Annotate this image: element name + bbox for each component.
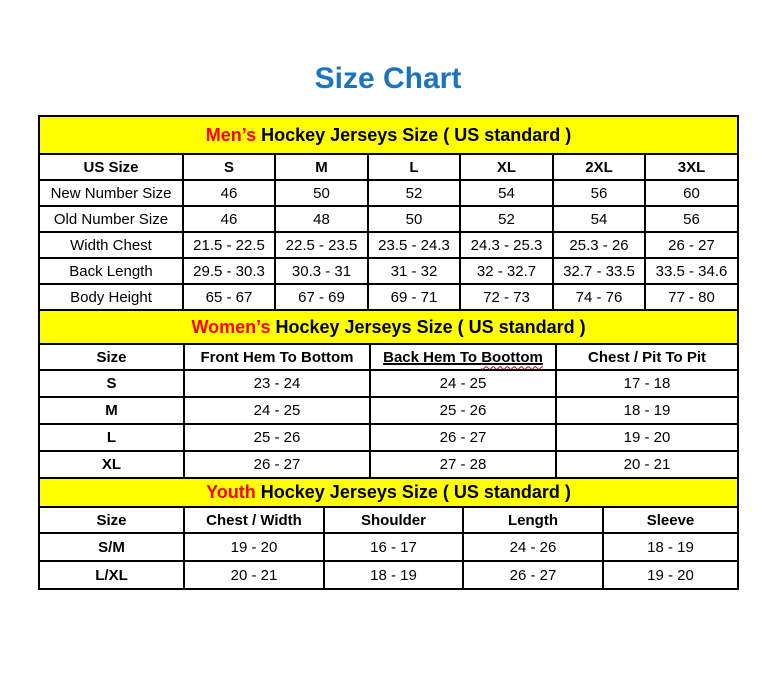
womens-header-row	[39, 344, 738, 370]
value-cell: 25 - 26	[370, 397, 556, 424]
value-cell: 21.5 - 22.5	[183, 232, 275, 258]
value-cell: 31 - 32	[368, 258, 460, 284]
youth-banner-text: Hockey Jerseys Size ( US standard )	[255, 482, 571, 502]
table-row	[39, 232, 738, 258]
row-label-cell: S	[39, 370, 184, 397]
table-row	[39, 284, 738, 310]
value-cell: 17 - 18	[556, 370, 738, 397]
value-cell: 69 - 71	[368, 284, 460, 310]
header-cell: US Size	[39, 154, 183, 180]
table-row	[39, 397, 738, 424]
value-cell: 23 - 24	[184, 370, 370, 397]
value-cell: 20 - 21	[556, 451, 738, 478]
header-cell: M	[275, 154, 368, 180]
header-cell: 2XL	[553, 154, 645, 180]
mens-banner-highlight: Men’s	[205, 124, 257, 145]
value-cell: 20 - 21	[184, 561, 324, 589]
value-cell: 18 - 19	[324, 561, 463, 589]
size-chart-tables	[0, 115, 776, 590]
value-cell: 72 - 73	[460, 284, 553, 310]
value-cell: 46	[183, 180, 275, 206]
youth-header-row	[39, 507, 738, 533]
youth-banner-highlight: Youth	[206, 482, 256, 502]
value-cell: 77 - 80	[645, 284, 738, 310]
page-title: Size Chart	[314, 62, 462, 95]
value-cell: 18 - 19	[556, 397, 738, 424]
value-cell: 19 - 20	[556, 424, 738, 451]
value-cell: 32.7 - 33.5	[553, 258, 645, 284]
mens-size-table	[38, 115, 739, 311]
value-cell: 23.5 - 24.3	[368, 232, 460, 258]
row-label-cell: New Number Size	[39, 180, 183, 206]
value-cell: 33.5 - 34.6	[645, 258, 738, 284]
header-cell: Size	[39, 344, 184, 370]
back-hem-prefix: Back Hem To	[383, 348, 482, 366]
value-cell: 25.3 - 26	[553, 232, 645, 258]
value-cell: 19 - 20	[603, 561, 738, 589]
womens-banner-row	[39, 310, 738, 344]
row-label-cell: Old Number Size	[39, 206, 183, 232]
value-cell: 24 - 26	[463, 533, 603, 561]
value-cell: 65 - 67	[183, 284, 275, 310]
row-label-cell: XL	[39, 451, 184, 478]
header-cell: Chest / Width	[184, 507, 324, 533]
value-cell: 67 - 69	[275, 284, 368, 310]
youth-size-table	[38, 477, 739, 590]
header-cell: Shoulder	[324, 507, 463, 533]
value-cell: 56	[553, 180, 645, 206]
header-cell: Front Hem To Bottom	[184, 344, 370, 370]
row-label-cell: Width Chest	[39, 232, 183, 258]
youth-banner-row	[39, 478, 738, 507]
table-row	[39, 424, 738, 451]
value-cell: 50	[275, 180, 368, 206]
header-cell: Length	[463, 507, 603, 533]
table-row	[39, 258, 738, 284]
header-cell: S	[183, 154, 275, 180]
mens-banner-row	[39, 116, 738, 154]
value-cell: 54	[460, 180, 553, 206]
value-cell: 48	[275, 206, 368, 232]
value-cell: 26 - 27	[463, 561, 603, 589]
header-cell: L	[368, 154, 460, 180]
header-cell-back-hem	[370, 344, 556, 370]
value-cell: 25 - 26	[184, 424, 370, 451]
table-row	[39, 561, 738, 589]
value-cell: 46	[183, 206, 275, 232]
table-row	[39, 370, 738, 397]
header-cell: Chest / Pit To Pit	[556, 344, 738, 370]
row-label-cell: L/XL	[39, 561, 184, 589]
womens-banner	[39, 310, 738, 344]
row-label-cell: Back Length	[39, 258, 183, 284]
mens-banner	[39, 116, 738, 154]
misspelled-word: Boottom	[481, 348, 543, 366]
underlined-text	[383, 349, 543, 366]
table-row	[39, 180, 738, 206]
mens-header-row	[39, 154, 738, 180]
value-cell: 24.3 - 25.3	[460, 232, 553, 258]
value-cell: 27 - 28	[370, 451, 556, 478]
row-label-cell: L	[39, 424, 184, 451]
table-row	[39, 206, 738, 232]
value-cell: 26 - 27	[645, 232, 738, 258]
value-cell: 74 - 76	[553, 284, 645, 310]
value-cell: 26 - 27	[184, 451, 370, 478]
row-label-cell: M	[39, 397, 184, 424]
value-cell: 24 - 25	[370, 370, 556, 397]
value-cell: 18 - 19	[603, 533, 738, 561]
value-cell: 50	[368, 206, 460, 232]
mens-banner-text: Hockey Jerseys Size ( US standard )	[256, 124, 572, 145]
value-cell: 54	[553, 206, 645, 232]
value-cell: 60	[645, 180, 738, 206]
value-cell: 30.3 - 31	[275, 258, 368, 284]
womens-banner-highlight: Women’s	[191, 316, 271, 337]
table-row	[39, 533, 738, 561]
header-cell: 3XL	[645, 154, 738, 180]
row-label-cell: Body Height	[39, 284, 183, 310]
header-cell: Size	[39, 507, 184, 533]
womens-banner-text: Hockey Jerseys Size ( US standard )	[270, 316, 586, 337]
value-cell: 19 - 20	[184, 533, 324, 561]
value-cell: 56	[645, 206, 738, 232]
womens-size-table	[38, 309, 739, 479]
header-cell: Sleeve	[603, 507, 738, 533]
value-cell: 32 - 32.7	[460, 258, 553, 284]
value-cell: 29.5 - 30.3	[183, 258, 275, 284]
value-cell: 24 - 25	[184, 397, 370, 424]
value-cell: 16 - 17	[324, 533, 463, 561]
header-cell: XL	[460, 154, 553, 180]
table-row	[39, 451, 738, 478]
value-cell: 52	[368, 180, 460, 206]
value-cell: 22.5 - 23.5	[275, 232, 368, 258]
youth-banner	[39, 478, 738, 507]
value-cell: 26 - 27	[370, 424, 556, 451]
value-cell: 52	[460, 206, 553, 232]
row-label-cell: S/M	[39, 533, 184, 561]
